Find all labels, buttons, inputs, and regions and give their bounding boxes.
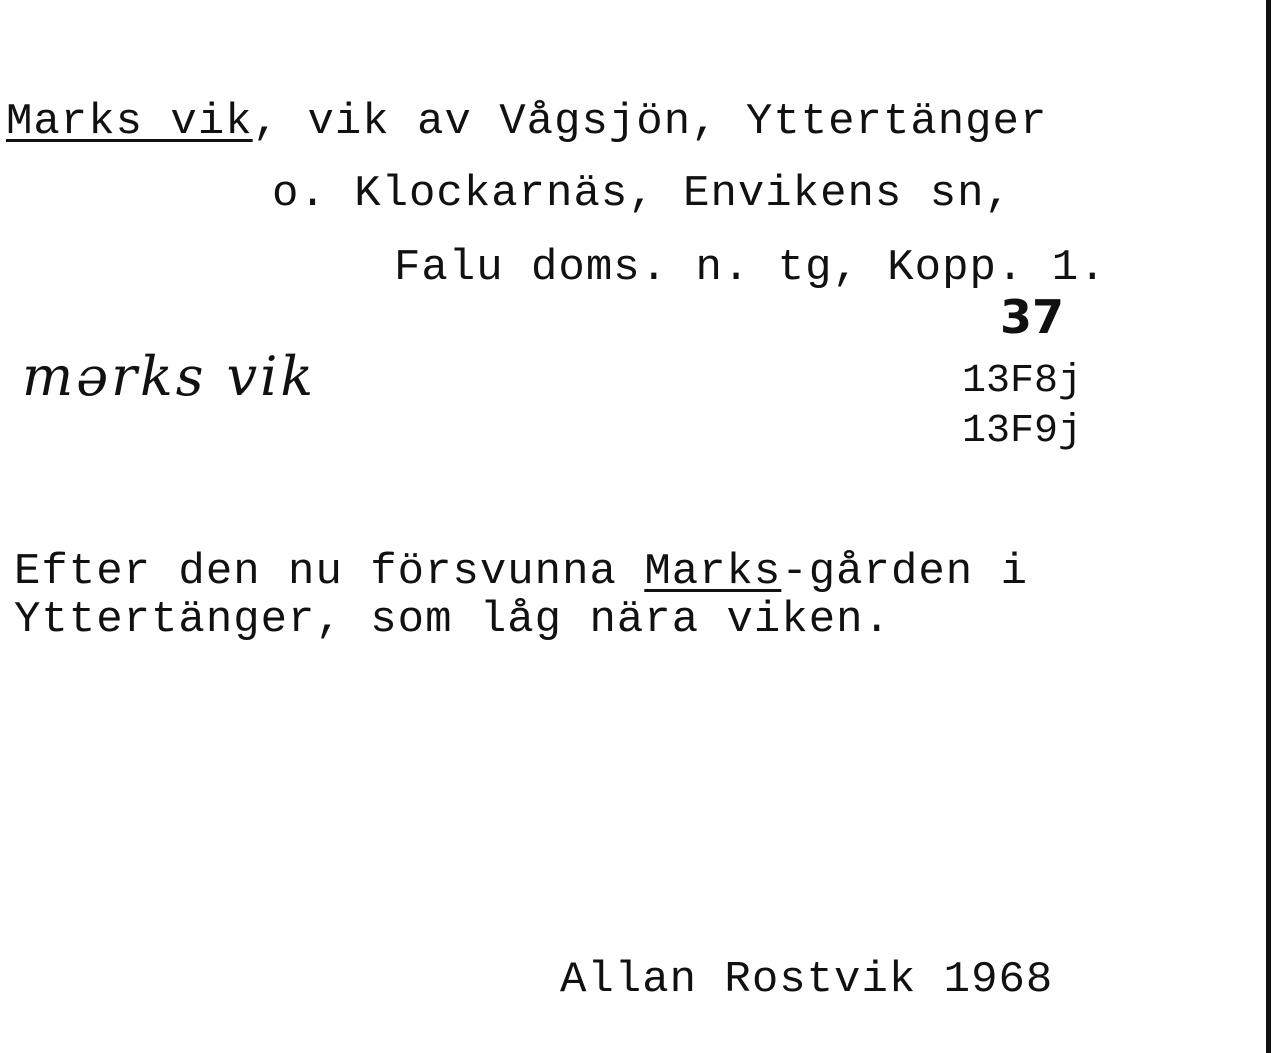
card-right-edge — [1266, 0, 1271, 1053]
explanation-line-2: Yttertänger, som låg nära viken. — [14, 595, 891, 645]
map-code-1: 13F8j — [962, 359, 1083, 404]
explanation-line-1 — [14, 547, 1028, 597]
heading-line — [6, 97, 1048, 147]
handwritten-number: 37 — [1000, 290, 1065, 344]
explanation-post: -gården i — [781, 547, 1028, 597]
location-line-3: Falu doms. n. tg, Kopp. 1. — [394, 243, 1107, 293]
location-line-2: o. Klockarnäs, Envikens sn, — [272, 169, 1012, 219]
heading-rest: , vik av Vågsjön, Yttertänger — [252, 97, 1048, 147]
entry-name: Marks vik — [6, 97, 253, 147]
map-code-2: 13F9j — [962, 409, 1083, 454]
handwritten-pronunciation: mǝrks vik — [22, 345, 317, 408]
explanation-underlined: Marks — [644, 547, 782, 597]
author-signature: Allan Rostvik 1968 — [560, 955, 1054, 1005]
explanation-pre: Efter den nu försvunna — [14, 547, 645, 597]
